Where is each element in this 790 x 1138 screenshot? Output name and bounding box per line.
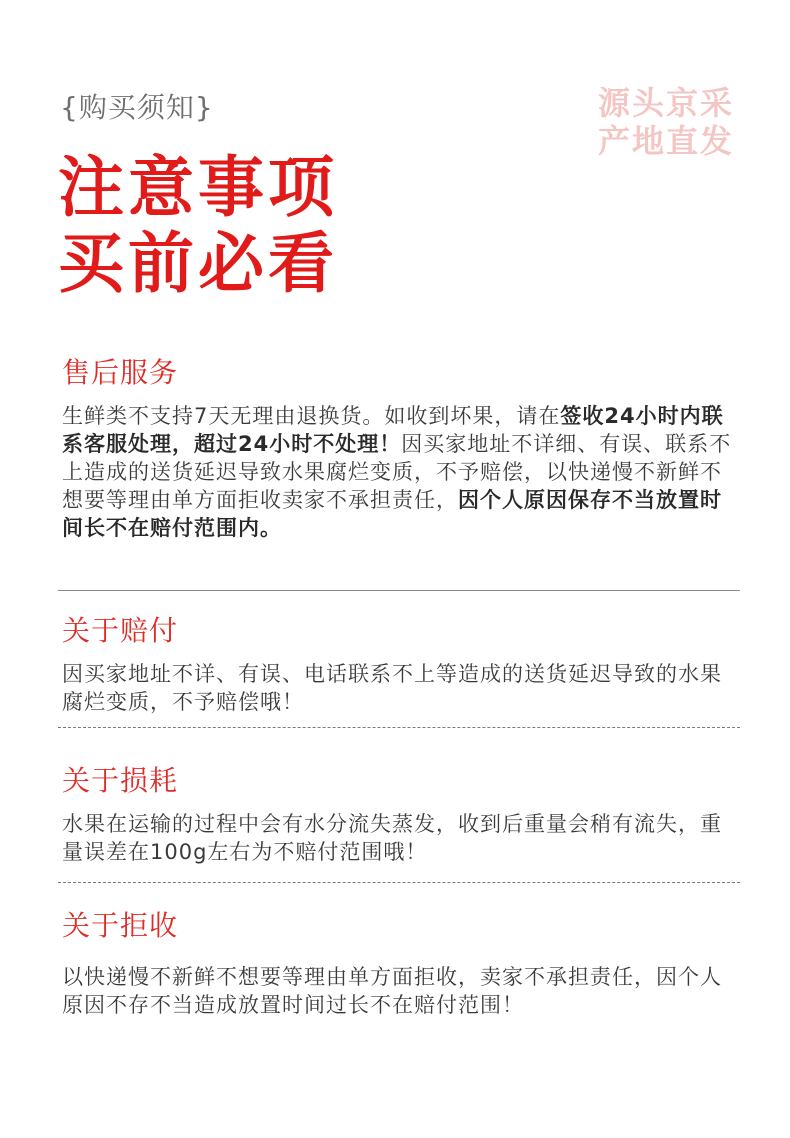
section-title: 关于损耗	[62, 764, 179, 797]
divider-dashed	[58, 882, 740, 883]
headline-line-2: 买前必看	[58, 225, 338, 302]
slogan-line-1: 源头京采	[597, 84, 734, 122]
headline-line-1: 注意事项	[58, 149, 338, 226]
text-emphasis: 因个人原因保存不当放置时间长不在赔付范围内。	[62, 488, 722, 540]
headline	[58, 150, 338, 302]
section-text: 以快递慢不新鲜不想要等理由单方面拒收，卖家不承担责任，因个人原因不存不当造成放置时间过长不在赔付范围！	[62, 965, 722, 1017]
slogan-line-2: 产地直发	[597, 122, 734, 160]
notice-tag: {购买须知}	[60, 91, 214, 124]
section-text: 水果在运输的过程中会有水分流失蒸发，收到后重量会稍有流失，重量误差在100g左右为不赔付范围哦！	[62, 812, 722, 864]
section-rejection	[62, 909, 742, 1019]
text-part: 生鲜类不支持7天无理由退换货。如收到坏果，请在	[62, 404, 561, 428]
divider-solid	[58, 590, 740, 591]
slogan	[598, 84, 734, 160]
section-compensation	[62, 614, 742, 716]
section-title: 关于赔付	[62, 614, 179, 647]
section-title: 关于拒收	[62, 909, 179, 942]
text-part: 因买家地址不详细、有误、联系不上造成的送货延迟导致水果腐烂变质，不予赔偿，以快递慢不新鲜不想要等理由单方面拒收卖家不承担责任，	[62, 432, 732, 512]
section-after-sales	[62, 356, 742, 542]
text-emphasis: 签收24小时内联系客服处理，超过24小时不处理！	[62, 404, 724, 456]
divider-dashed	[58, 727, 740, 728]
section-loss	[62, 764, 742, 866]
section-text	[62, 402, 742, 542]
section-text: 因买家地址不详、有误、电话联系不上等造成的送货延迟导致的水果腐烂变质，不予赔偿哦！	[62, 662, 722, 714]
section-title: 售后服务	[62, 356, 179, 389]
